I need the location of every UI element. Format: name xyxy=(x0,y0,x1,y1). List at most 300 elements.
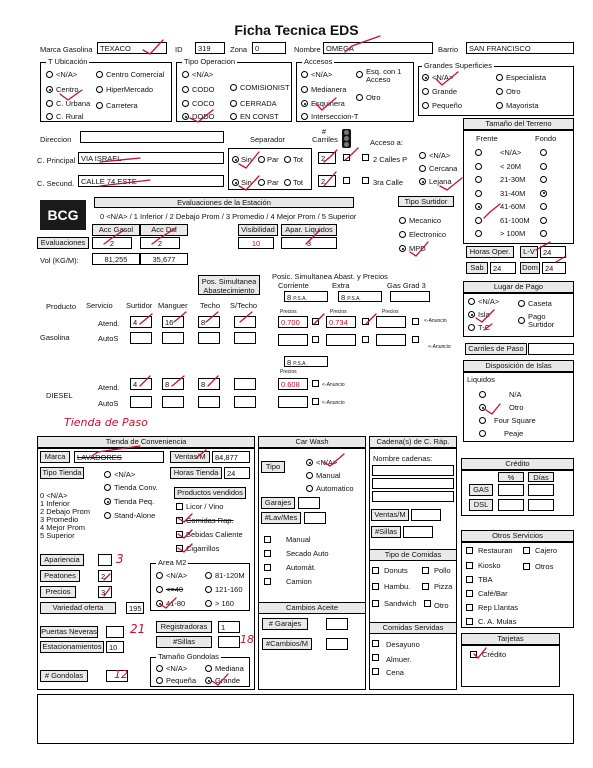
fondo-radio[interactable] xyxy=(540,203,547,210)
accesos-esquinera-radio[interactable] xyxy=(301,100,308,107)
psa-grad3-field[interactable] xyxy=(390,291,430,302)
area-le40-label: <=40 xyxy=(166,585,184,594)
servicio-header: Servicio xyxy=(86,301,113,310)
fondo-radio[interactable] xyxy=(540,230,547,237)
handwritten-puertas: 21 xyxy=(130,622,146,636)
tipo-tienda-conv-radio[interactable] xyxy=(104,484,111,491)
precio-auto-diesel-check[interactable] xyxy=(312,398,319,405)
acc-dsl-field[interactable]: 2 xyxy=(140,237,180,249)
fondo-radio[interactable] xyxy=(540,217,547,224)
diesel-autos-label: AutoS xyxy=(98,399,119,408)
peatones-field[interactable]: 2 xyxy=(98,570,112,582)
lugar-pago-title: Lugar de Pago xyxy=(463,281,574,293)
tipo-op-na-radio[interactable] xyxy=(182,71,189,78)
tipo-tienda-peq-radio[interactable] xyxy=(104,498,111,505)
calle-secundaria-field[interactable]: CALLE 74 ESTE xyxy=(78,175,224,187)
gas-auto-surtidor-field[interactable] xyxy=(130,332,152,344)
car-wash-manual-label: Manual xyxy=(316,471,341,480)
surtidor-mpd-radio[interactable] xyxy=(399,245,406,252)
tba-check[interactable] xyxy=(466,576,473,583)
area-na-radio[interactable] xyxy=(156,572,163,579)
desayuno-label: Desayuno xyxy=(386,640,420,649)
die-auto-stecho-field[interactable] xyxy=(234,396,256,408)
cajero-check[interactable] xyxy=(523,547,530,554)
pago-tc-label: T-C xyxy=(478,323,491,332)
car-wash-garajes-field[interactable] xyxy=(298,497,320,509)
psa-extra-field[interactable]: 8 P.S.A. xyxy=(338,291,382,302)
handwritten-tienda-note: Tienda de Paso xyxy=(64,416,148,429)
acceso-na-label: <N/A> xyxy=(429,151,451,160)
precio-auto-grad3-check[interactable] xyxy=(412,336,419,343)
comments-box[interactable] xyxy=(37,694,574,744)
area-m2-title: Area M2 xyxy=(158,558,187,567)
tipo-op-coco-label: COCO xyxy=(192,99,215,108)
ubicacion-hiper-radio[interactable] xyxy=(96,86,103,93)
evaluaciones-scale: 0 <N/A> / 1 Inferior / 2 Debajo Prom / 3 Promedio / 4 Mejor Prom / 5 Superior xyxy=(100,212,357,221)
tipo-tienda-standalone-radio[interactable] xyxy=(104,512,111,519)
cadena-2-field[interactable] xyxy=(372,478,454,489)
frente-radio[interactable] xyxy=(475,217,482,224)
gs-grande-label: Grande xyxy=(432,87,458,96)
ubicacion-centro-label: Centro xyxy=(56,85,79,94)
tipo-tienda-conv-label: Tienda Conv. xyxy=(114,483,158,492)
die-surtidor-field[interactable]: 4 xyxy=(130,378,152,390)
nombre-field[interactable]: OMEGA xyxy=(323,42,433,54)
gondola-na-radio[interactable] xyxy=(156,665,163,672)
car-wash-automatico-radio[interactable] xyxy=(306,485,313,492)
gas-stecho-field[interactable] xyxy=(234,316,256,328)
car-wash-manual-radio[interactable] xyxy=(306,472,313,479)
otros-check[interactable] xyxy=(523,563,530,570)
cambios-mes-caption: #Cambios/M xyxy=(262,638,312,650)
sep2-par-radio[interactable] xyxy=(258,179,265,186)
cigarrillos-check[interactable] xyxy=(176,545,183,552)
precio-diesel-field[interactable]: 0.608 xyxy=(278,378,308,390)
car-wash-na-radio[interactable] xyxy=(306,459,313,466)
die-auto-manguer-field[interactable] xyxy=(162,396,184,408)
sep1-sin-radio[interactable] xyxy=(232,156,239,163)
ubicacion-centro-radio[interactable] xyxy=(46,86,53,93)
gas-auto-stecho-field[interactable] xyxy=(234,332,256,344)
comidas-rap-check[interactable] xyxy=(176,517,183,524)
tipo-op-coco-radio[interactable] xyxy=(182,100,189,107)
frente-radio[interactable] xyxy=(475,163,482,170)
peatones-caption: Peatones xyxy=(40,570,80,582)
precio-corriente-check[interactable] xyxy=(312,318,319,325)
sep1-tot-label: Tot xyxy=(293,155,304,164)
gondola-mediana-label: Mediana xyxy=(215,664,244,673)
tipo-tienda-na-label: <N/A> xyxy=(114,470,136,479)
tienda-scale-5: 5 Superior xyxy=(40,531,75,540)
die-stecho-field[interactable] xyxy=(234,378,256,390)
terreno-option-label: < 20M xyxy=(500,161,522,171)
manguer-header: Manguer xyxy=(158,301,188,310)
credito-pct-caption: % xyxy=(498,472,524,482)
surtidor-mecanico-radio[interactable] xyxy=(399,217,406,224)
acceso-na-radio[interactable] xyxy=(419,152,426,159)
cw-camion-check[interactable] xyxy=(264,578,271,585)
accesos-title: Accesos xyxy=(304,57,333,66)
vol-label: Vol (KG/M): xyxy=(40,256,79,265)
cambios-garajes-field[interactable] xyxy=(326,618,348,630)
gs-mayorista-radio[interactable] xyxy=(496,102,503,109)
otro-comida-label: Otro xyxy=(434,601,449,610)
sep1-sin-label: Sin xyxy=(241,155,252,164)
barrio-field[interactable]: SAN FRANCISCO xyxy=(466,42,574,54)
tienda-scale-2: 2 Debajo Prom xyxy=(40,507,91,516)
gs-otro-radio[interactable] xyxy=(496,88,503,95)
handwritten-sillas: 18 xyxy=(240,633,254,646)
carriles-paso-field[interactable] xyxy=(528,343,574,355)
islas-otro-label: Otro xyxy=(509,403,524,412)
restauran-check[interactable] xyxy=(466,547,473,554)
techo-header: Techo xyxy=(200,301,221,310)
bebidas-caliente-check[interactable] xyxy=(176,531,183,538)
tipo-operacion-title: Tipo Operacion xyxy=(184,57,235,66)
gas-surtidor-field[interactable]: 4 xyxy=(130,316,152,328)
frente-radio[interactable] xyxy=(475,176,482,183)
lav-mes-field[interactable] xyxy=(304,512,326,524)
die-techo-field[interactable]: 8 xyxy=(198,378,220,390)
cw-manual-check[interactable] xyxy=(264,536,271,543)
cadena-ventas-field[interactable] xyxy=(411,509,441,521)
terreno-option-label: 61-100M xyxy=(500,215,530,225)
almuerzo-label: Almuer. xyxy=(386,655,412,664)
tipo-op-enconst-radio[interactable] xyxy=(230,113,237,120)
carril-check-2[interactable] xyxy=(343,177,350,184)
licor-check[interactable] xyxy=(176,503,183,510)
tipo-op-codo-radio[interactable] xyxy=(182,86,189,93)
ubicacion-cc-label: Centro Comercial xyxy=(106,70,165,79)
lav-mes-caption: #Lav/Mes xyxy=(261,512,301,524)
area-121-160-radio[interactable] xyxy=(205,586,212,593)
acc-gasol-field[interactable]: 2 xyxy=(92,237,132,249)
vol-dsl-field[interactable]: 35,677 xyxy=(140,253,188,265)
cafe-bar-check[interactable] xyxy=(466,590,473,597)
car-wash-garajes-caption: Garajes xyxy=(261,497,295,509)
gs-especialista-radio[interactable] xyxy=(496,74,503,81)
pago-na-radio[interactable] xyxy=(468,298,475,305)
calle-principal-label: C. Principal xyxy=(37,156,76,165)
lv-field[interactable]: 24 xyxy=(540,246,566,258)
pago-na-label: <N/A> xyxy=(478,297,500,306)
productos-vendidos-title: Productos vendidos xyxy=(174,487,246,499)
cafe-bar-label: Café/Bar xyxy=(478,589,508,598)
tipo-op-comisionista-label: COMISIONIST xyxy=(240,83,290,92)
licor-label: Licor / Vino xyxy=(186,502,224,511)
credito-gas-dias-field[interactable] xyxy=(528,484,554,496)
gs-pequeno-radio[interactable] xyxy=(422,102,429,109)
gondola-pequena-label: Pequeña xyxy=(166,676,197,685)
hambu-check[interactable] xyxy=(372,583,379,590)
gs-mayorista-label: Mayorista xyxy=(506,101,539,110)
precio-grad3-check[interactable] xyxy=(412,318,419,325)
gas-techo-field[interactable]: 8 xyxy=(198,316,220,328)
cw-automat-label: Automát. xyxy=(286,563,317,572)
psa-corriente-field[interactable]: 8 P.S.A. xyxy=(284,291,328,302)
dom-field[interactable]: 24 xyxy=(542,262,566,274)
precio-corriente-field[interactable]: 0.700 xyxy=(278,316,308,328)
gas-auto-techo-field[interactable] xyxy=(198,332,220,344)
tienda-marca-field[interactable]: LAVADORES xyxy=(74,451,164,463)
cadena-1-field[interactable] xyxy=(372,465,454,476)
accesos-esq1-radio[interactable] xyxy=(356,71,363,78)
ubicacion-na-radio[interactable] xyxy=(46,71,53,78)
anuncio-label-1: <-Anuncio xyxy=(424,318,447,324)
otro-comida-check[interactable] xyxy=(424,600,431,607)
sep1-par-radio[interactable] xyxy=(258,156,265,163)
accesos-medianera-radio[interactable] xyxy=(301,86,308,93)
ca-mulas-check[interactable] xyxy=(466,618,473,625)
accesos-otro-label: Otro xyxy=(366,93,381,102)
terreno-option-label: > 100M xyxy=(500,229,526,238)
sep2-sin-radio[interactable] xyxy=(232,179,239,186)
precio-extra-check[interactable] xyxy=(362,318,369,325)
tienda-sillas-field[interactable] xyxy=(218,636,240,648)
cambios-mes-field[interactable] xyxy=(326,638,348,650)
cadena-title: Cadena(s) de C. Ráp. xyxy=(369,436,457,448)
donuts-check[interactable] xyxy=(372,567,379,574)
gondolas-caption: # Gondolas xyxy=(40,670,88,682)
credito-dsl-pct-field[interactable] xyxy=(498,499,524,511)
area-gt160-radio[interactable] xyxy=(205,600,212,607)
sep1-tot-radio[interactable] xyxy=(284,156,291,163)
precio-auto-corriente-check[interactable] xyxy=(312,336,319,343)
gs-otro-label: Otro xyxy=(506,87,521,96)
gs-na-radio[interactable] xyxy=(422,74,429,81)
pago-surtidor-radio[interactable] xyxy=(518,317,525,324)
apar-liquidos-field[interactable]: 3 xyxy=(281,237,337,249)
carril-check-1[interactable] xyxy=(343,154,350,161)
liquidos-label: Liquidos xyxy=(467,375,495,384)
tipo-op-cerrada-radio[interactable] xyxy=(230,100,237,107)
carriles-secundaria-field[interactable]: 2 xyxy=(318,175,336,187)
gas-manguer-field[interactable]: 16 xyxy=(162,316,184,328)
islas-peaje-label: Peaje xyxy=(504,429,524,438)
gondola-pequena-radio[interactable] xyxy=(156,677,163,684)
cw-manual-label: Manual xyxy=(286,535,311,544)
id-field[interactable]: 319 xyxy=(195,42,225,54)
sab-field[interactable]: 24 xyxy=(490,262,516,274)
fondo-radio[interactable] xyxy=(540,163,547,170)
cadena-sillas-field[interactable] xyxy=(403,526,433,538)
precio-auto-grad3-field[interactable] xyxy=(376,334,406,346)
ubicacion-urbana-radio[interactable] xyxy=(46,100,53,107)
rep-llantas-check[interactable] xyxy=(466,604,473,611)
ubicacion-carretera-radio[interactable] xyxy=(96,102,103,109)
islas-na-radio[interactable] xyxy=(479,391,486,398)
gasolina-label: Gasolina xyxy=(40,333,70,342)
cw-secado-check[interactable] xyxy=(264,550,271,557)
marca-gasolina-label: Marca Gasolina xyxy=(40,45,93,54)
frente-radio[interactable] xyxy=(475,230,482,237)
precios-grad3-label: Precios xyxy=(382,309,399,315)
direccion-field[interactable] xyxy=(80,131,224,143)
accesos-esq1-label: Esq. con 1 Acceso xyxy=(366,67,402,84)
area-81-120-radio[interactable] xyxy=(205,572,212,579)
corriente-label: Corriente xyxy=(278,281,309,290)
tipo-tienda-na-radio[interactable] xyxy=(104,471,111,478)
tienda-ventas-field[interactable]: 84,877 xyxy=(212,451,250,463)
calles-p-check[interactable] xyxy=(362,154,369,161)
credito-gas-pct-field[interactable] xyxy=(498,484,524,496)
precio-auto-extra-field[interactable] xyxy=(326,334,356,346)
zona-label: Zona xyxy=(230,45,248,54)
accesos-interseccion-radio[interactable] xyxy=(301,113,308,120)
fondo-radio[interactable] xyxy=(540,149,547,156)
precios-extra-label: Precios xyxy=(330,309,347,315)
visibilidad-field[interactable]: 10 xyxy=(238,237,274,249)
ubicacion-rural-radio[interactable] xyxy=(46,113,53,120)
cena-check[interactable] xyxy=(372,668,379,675)
accesos-medianera-label: Medianera xyxy=(311,85,347,94)
gas-auto-manguer-field[interactable] xyxy=(162,332,184,344)
acceso-cercana-radio[interactable] xyxy=(419,165,426,172)
tipo-op-dodo-label: DODO xyxy=(192,112,215,121)
apar-liquidos-caption: Apar. Liquidos xyxy=(281,224,337,236)
frente-radio[interactable] xyxy=(475,149,482,156)
comidas-servidas-title: Comidas Servidas xyxy=(369,622,457,634)
precio-auto-extra-check[interactable] xyxy=(362,336,369,343)
bcg-logo: BCG xyxy=(40,200,86,230)
ubicacion-na-label: <N/A> xyxy=(56,70,78,79)
id-label: ID xyxy=(175,45,183,54)
frente-radio[interactable] xyxy=(475,190,482,197)
dom-caption: Dom xyxy=(520,262,540,274)
apariencia-field[interactable] xyxy=(98,554,112,566)
pizza-check[interactable] xyxy=(422,583,429,590)
acc-dsl-caption: Acc Dsl xyxy=(140,224,188,236)
pago-surtidor-label: Pago Surtidor xyxy=(528,312,555,329)
terreno-option-label: 41-60M xyxy=(500,202,526,211)
sep2-par-label: Par xyxy=(267,178,279,187)
estacionamientos-field[interactable]: 10 xyxy=(106,641,124,653)
area-41-80-label: 41-80 xyxy=(166,599,186,608)
almuerzo-check[interactable] xyxy=(372,654,379,661)
surtidor-electronico-radio[interactable] xyxy=(399,231,406,238)
bebidas-caliente-label: Bebidas Caliente xyxy=(186,530,243,539)
carriles-principal-field[interactable]: 2 xyxy=(318,152,336,164)
ubicacion-rural-label: C. Rural xyxy=(56,112,84,121)
calle-principal-field[interactable]: VIA ISRAEL xyxy=(78,152,224,164)
gondola-grande-radio[interactable] xyxy=(205,677,212,684)
die-auto-surtidor-field[interactable] xyxy=(130,396,152,408)
tienda-ventas-caption: Ventas/M xyxy=(170,451,210,463)
cadena-ventas-caption: Ventas/M xyxy=(371,509,409,521)
pollo-check[interactable] xyxy=(422,567,429,574)
fondo-radio[interactable] xyxy=(540,176,547,183)
precio-diesel-check[interactable] xyxy=(312,380,319,387)
tipo-op-comisionista-radio[interactable] xyxy=(230,84,237,91)
tarjetas-title: Tarjetas xyxy=(461,633,560,645)
cw-automat-check[interactable] xyxy=(264,564,271,571)
tarjeta-credito-check[interactable] xyxy=(470,651,477,658)
vol-gasol-field[interactable]: 81,255 xyxy=(92,253,140,265)
variedad-field[interactable]: 195 xyxy=(126,602,144,614)
kiosko-check[interactable] xyxy=(466,562,473,569)
zona-field[interactable]: 0 xyxy=(252,42,286,54)
accesos-otro-radio[interactable] xyxy=(356,94,363,101)
islas-four-square-label: Four Square xyxy=(494,416,536,425)
otros-servicios-title: Otros Servicios xyxy=(461,530,574,542)
gondola-mediana-radio[interactable] xyxy=(205,665,212,672)
precios-tienda-field[interactable]: 3 xyxy=(98,586,112,598)
barrio-label: Barrio xyxy=(438,45,459,54)
pago-isla-radio[interactable] xyxy=(468,311,475,318)
tienda-title: Tienda de Conveniencia xyxy=(37,436,255,448)
tipo-op-dodo-radio[interactable] xyxy=(182,113,189,120)
tipo-surtidor-title: Tipo Surtidor xyxy=(398,196,454,207)
pollo-label: Pollo xyxy=(434,566,451,575)
ubicacion-urbana-label: C. Urbana xyxy=(56,99,91,108)
posic-simultanea-label: Posic. Simultanea Abast. y Precios xyxy=(272,272,388,281)
pago-caseta-label: Caseta xyxy=(528,299,552,308)
surtidor-electronico-label: Electronico xyxy=(409,230,447,239)
die-manguer-field[interactable]: 8 xyxy=(162,378,184,390)
tienda-scale-1: 1 Inferior xyxy=(40,499,70,508)
anuncio-label-2: <-Anuncio xyxy=(428,344,451,350)
handwritten-gondolas: 12 xyxy=(114,668,128,681)
pago-caseta-radio[interactable] xyxy=(518,300,525,307)
acceso-lejana-radio[interactable] xyxy=(419,178,426,185)
accesos-na-radio[interactable] xyxy=(301,71,308,78)
precio-auto-corriente-field[interactable] xyxy=(278,334,308,346)
puertas-neveras-field[interactable] xyxy=(106,626,124,638)
traffic-light-icon xyxy=(342,129,351,148)
gs-especialista-label: Especialista xyxy=(506,73,547,82)
precio-extra-field[interactable]: 0.734 xyxy=(326,316,356,328)
die-auto-techo-field[interactable] xyxy=(198,396,220,408)
sandwich-label: Sandwich xyxy=(384,599,417,608)
gs-grande-radio[interactable] xyxy=(422,88,429,95)
precio-grad3-field[interactable] xyxy=(376,316,406,328)
pago-tc-radio[interactable] xyxy=(468,324,475,331)
pizza-label: Pizza xyxy=(434,582,453,591)
area-41-80-radio[interactable] xyxy=(156,600,163,607)
islas-otro-radio[interactable] xyxy=(479,404,486,411)
tipo-op-cerrada-label: CERRADA xyxy=(240,99,277,108)
horas-tienda-field[interactable]: 24 xyxy=(224,467,250,479)
fondo-radio[interactable] xyxy=(540,190,547,197)
sandwich-check[interactable] xyxy=(372,600,379,607)
tipo-op-na-label: <N/A> xyxy=(192,70,214,79)
tipo-tienda-standalone-label: Stand-Alone xyxy=(114,511,156,520)
ubicacion-cc-radio[interactable] xyxy=(96,71,103,78)
handwritten-apariencia: 3 xyxy=(116,552,124,566)
marca-gasolina-field[interactable]: TEXACO xyxy=(97,42,167,54)
precio-auto-diesel-field[interactable] xyxy=(278,396,308,408)
islas-peaje-radio[interactable] xyxy=(479,430,486,437)
registradoras-field[interactable]: 1 xyxy=(218,621,240,633)
fondo-label: Fondo xyxy=(535,134,557,143)
tienda-marca-caption: Marca xyxy=(40,451,70,463)
area-le40-radio[interactable] xyxy=(156,586,163,593)
frente-radio[interactable] xyxy=(475,203,482,210)
surtidor-header: Surtidor xyxy=(126,301,153,310)
credito-dsl-dias-field[interactable] xyxy=(528,499,554,511)
desayuno-check[interactable] xyxy=(372,640,379,647)
psa-diesel-field[interactable]: 8 P.S.A. xyxy=(284,356,328,367)
tercera-calle-check[interactable] xyxy=(362,177,369,184)
disposicion-islas-title: Disposición de Islas xyxy=(463,360,574,372)
cadena-3-field[interactable] xyxy=(372,491,454,502)
acceso-lejana-label: Lejana xyxy=(429,177,452,186)
sep2-tot-radio[interactable] xyxy=(284,179,291,186)
cambios-garajes-caption: # Garajes xyxy=(262,618,308,630)
tarjeta-credito-label: Crédito xyxy=(482,650,507,659)
nombre-cadenas-label: Nombre cadenas: xyxy=(373,454,433,463)
islas-four-square-radio[interactable] xyxy=(479,417,486,424)
